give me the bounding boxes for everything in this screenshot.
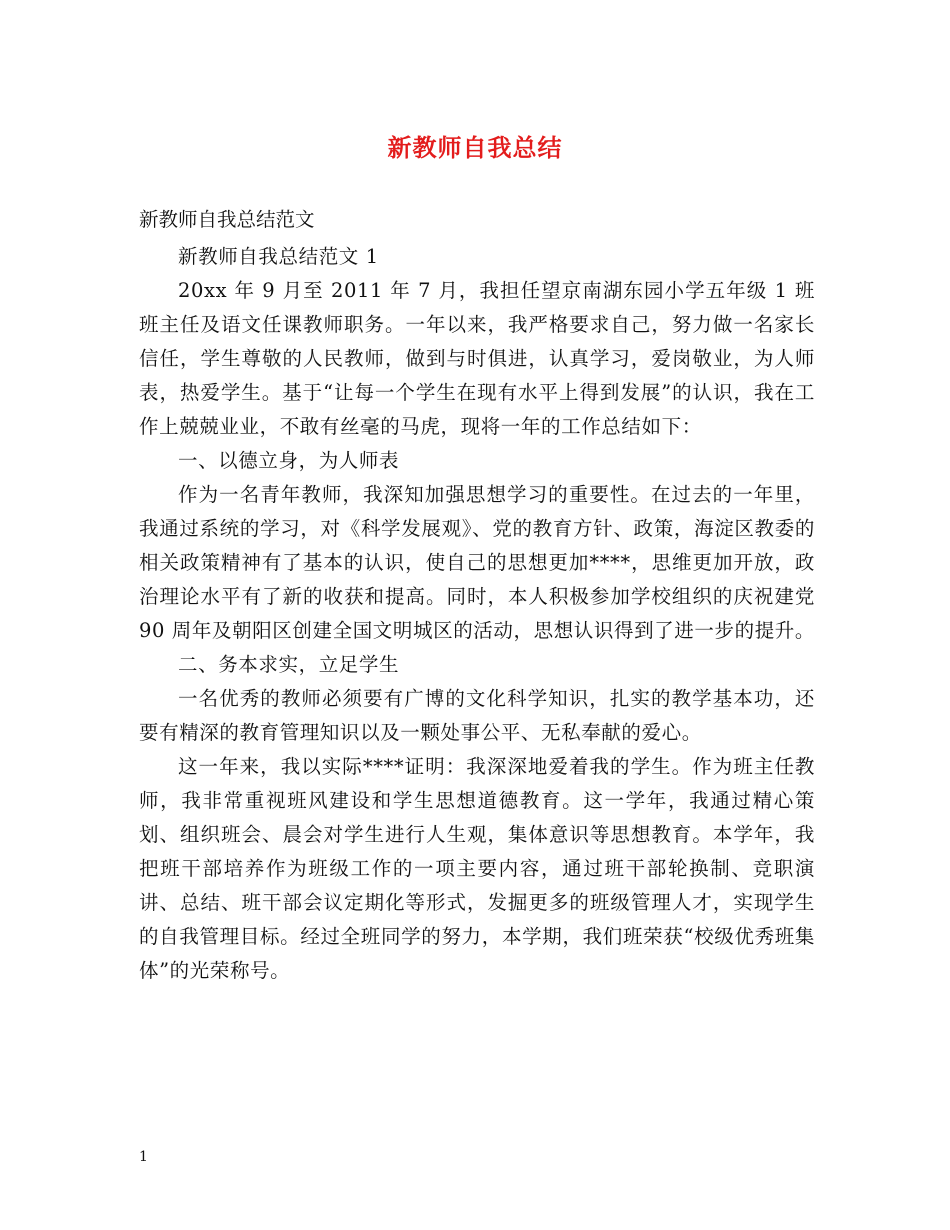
paragraph: 作为一名青年教师，我深知加强思想学习的重要性。在过去的一年里，我通过系统的学习，对《科学发展观》、党的教育方针、政策，海淀区教委的相关政策精神有了基本的认识，使自己的思想更加****，思维更加开放，政治理论水平有了新的收获和提高。同时，本人积极参加学校组织的庆祝建党 90 周年及朝阳区创建全国文明城区的活动，思想认识得到了进一步的提升。 [139,483,816,642]
paragraph: 20xx 年 9 月至 2011 年 7 月，我担任望京南湖东园小学五年级 1 班班主任及语文任课教师职务。一年以来，我严格要求自己，努力做一名家长信任，学生尊敬的人民教师，做到与时俱进，认真学习，爱岗敬业，为人师表，热爱学生。基于“让每一个学生在现有水平上得到发展”的认识，我在工作上兢兢业业，不敢有丝毫的马虎，现将一年的工作总结如下： [139,279,815,438]
page-number: 1 [139,1149,148,1165]
document-subtitle: 新教师自我总结范文 [139,208,315,231]
section-heading: 二、务本求实，立足学生 [178,653,400,676]
document-title: 新教师自我总结 [387,133,563,162]
paragraph: 这一年来，我以实际****证明：我深深地爱着我的学生。作为班主任教师，我非常重视班风建设和学生思想道德教育。这一学年，我通过精心策划、组织班会、晨会对学生进行人生观，集体意识等思想教育。本学年，我把班干部培养作为班级工作的一项主要内容，通过班干部轮换制、竞职演讲、总结、班干部会议定期化等形式，发掘更多的班级管理人才，实现学生的自我管理目标。经过全班同学的努力，本学期，我们班荣获“校级优秀班集体”的光荣称号。 [139,755,815,982]
paragraph: 一名优秀的教师必须要有广博的文化科学知识，扎实的教学基本功，还要有精深的教育管理知识以及一颗处事公平、无私奉献的爱心。 [139,687,815,744]
document-body [139,240,815,988]
paragraph: 新教师自我总结范文 1 [178,245,379,268]
section-heading: 一、以德立身，为人师表 [178,449,400,472]
